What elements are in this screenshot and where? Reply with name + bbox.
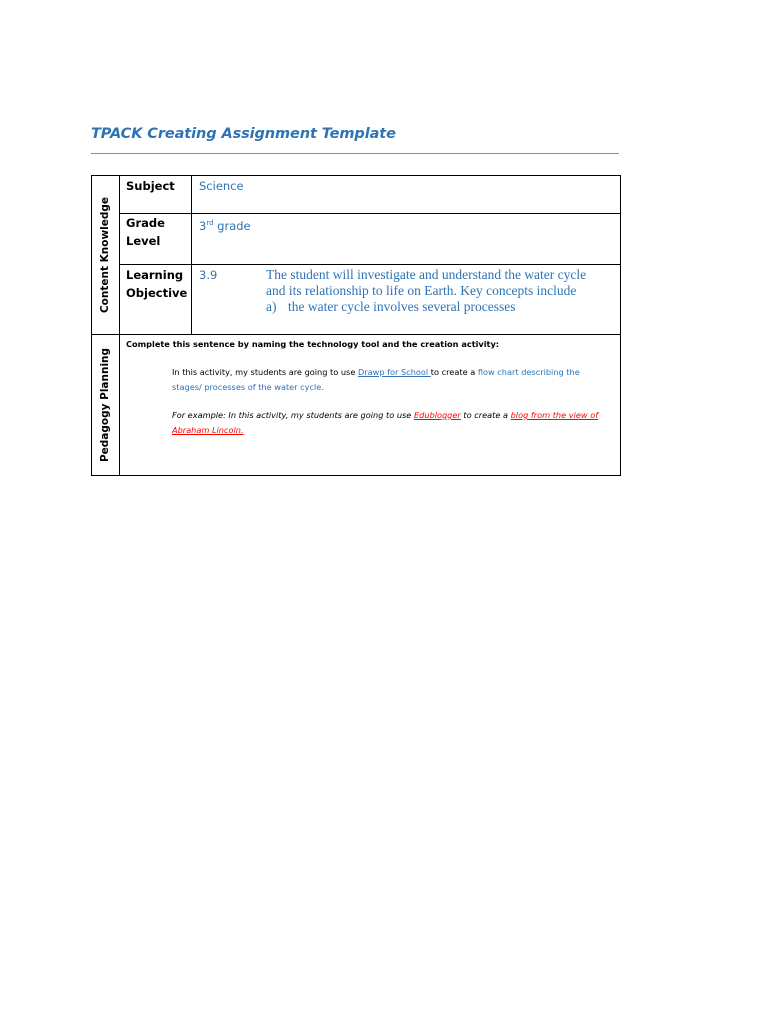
row-divider-subject [119, 213, 620, 214]
subject-value: Science [199, 179, 244, 193]
section-divider [92, 334, 620, 335]
pedagogy-planning-section-label [92, 334, 119, 475]
objective-number: 3.9 [199, 268, 218, 282]
grade-ordinal-suffix: rd [206, 219, 214, 227]
assignment-table [91, 175, 621, 476]
example-tool-link[interactable]: Edublogger [413, 410, 461, 420]
grade-label-line2: Level [126, 234, 161, 248]
example-sentence [172, 408, 612, 438]
example-part-2: to create a [460, 410, 511, 420]
objective-item-text: the water cycle involves several processes [288, 299, 516, 314]
grade-number: 3 [199, 218, 207, 233]
learning-objective-label [126, 266, 187, 302]
objective-item-marker: a) [266, 299, 277, 314]
grade-word: grade [213, 218, 251, 233]
pedagogy-planning-label: Pedagogy Planning [99, 347, 112, 462]
grade-level-label [126, 214, 165, 250]
side-column-divider [119, 176, 120, 475]
objective-text [266, 267, 616, 315]
objective-line-1: The student will investigate and understand the water cycle [266, 267, 587, 282]
example-part-1: For example: In this activity, my students are going to use [172, 410, 414, 420]
pedagogy-instruction: Complete this sentence by naming the technology tool and the creation activity: [126, 339, 500, 349]
sentence-part-1: In this activity, my students are going to use [172, 367, 358, 377]
content-knowledge-label: Content Knowledge [99, 196, 112, 314]
activity-sentence [172, 365, 612, 395]
page-title: TPACK Creating Assignment Template [91, 126, 396, 142]
row-divider-grade [119, 264, 620, 265]
sentence-part-2: to create a [430, 367, 478, 377]
creation-activity: flow chart describing the stages/ processes of the water cycle. [172, 367, 580, 392]
objective-line-2: and its relationship to life on Earth. Key concepts include [266, 283, 577, 298]
grade-label-line1: Grade [126, 216, 165, 230]
example-activity: blog from the view of Abraham Lincoln. [172, 410, 599, 435]
grade-level-value [199, 214, 251, 235]
label-column-divider [191, 176, 192, 334]
subject-label: Subject [126, 179, 175, 193]
objective-list-item [266, 299, 616, 315]
title-underline [91, 153, 619, 154]
objective-label-line2: Objective [126, 286, 188, 300]
technology-tool-link[interactable]: Drawp for School [357, 367, 431, 377]
content-knowledge-section-label [92, 176, 119, 334]
objective-label-line1: Learning [126, 268, 184, 282]
